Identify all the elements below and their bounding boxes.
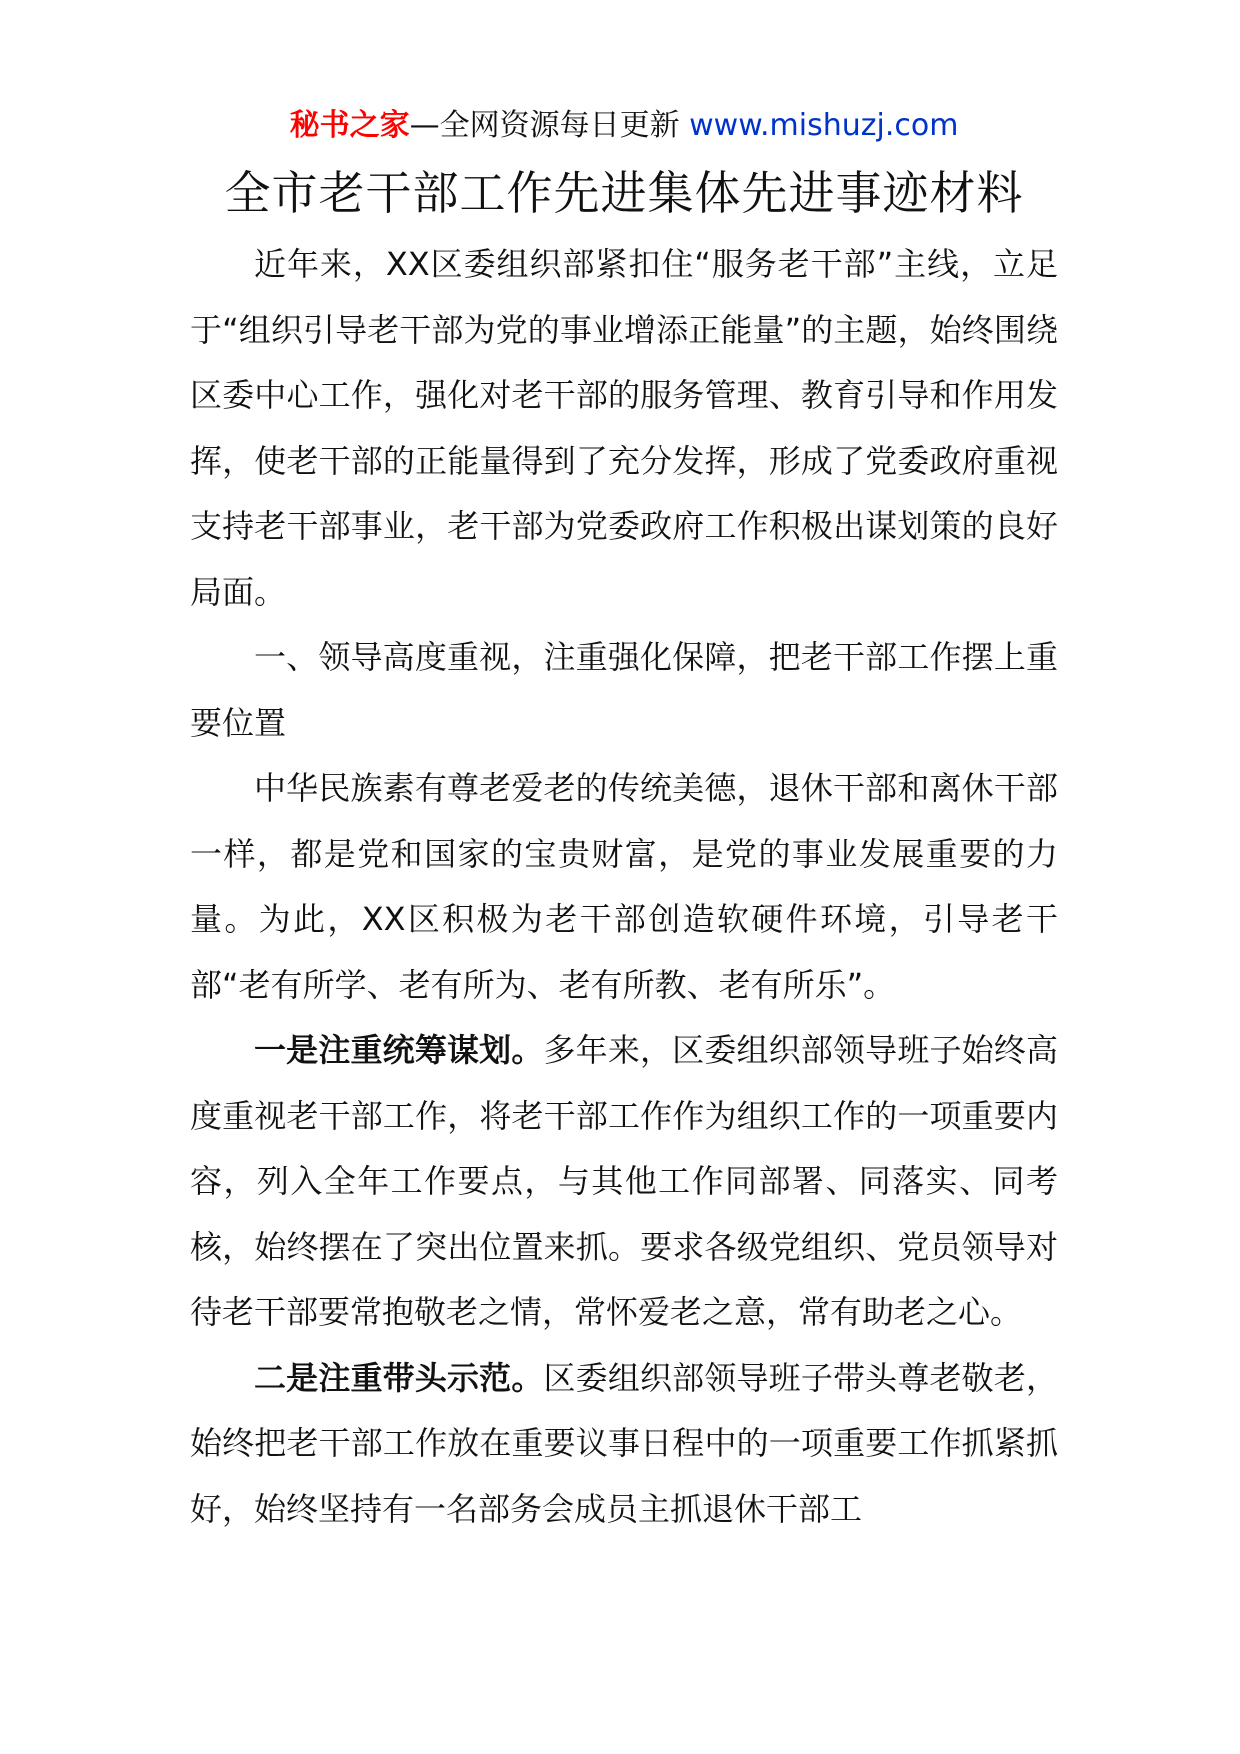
- document-page: [190, 96, 1058, 1542]
- paragraph-text: 近年来，XX区委组织部紧扣住“服务老干部”主线，立足于“组织引导老干部为党的事业增添正能量”的主题，始终围绕区委中心工作，强化对老干部的服务管理、教育引导和作用发挥，使老干部的正能量得到了充分发挥，形成了党委政府重视支持老干部事业，老干部为党委政府工作积极出谋划策的良好局面。: [190, 245, 1058, 611]
- paragraph-lead: 二是注重带头示范。: [254, 1358, 544, 1397]
- document-title: 全市老干部工作先进集体先进事迹材料: [224, 166, 1024, 220]
- paragraph-text: 一、领导高度重视，注重强化保障，把老干部工作摆上重要位置: [190, 638, 1058, 742]
- paragraph-lead: 一是注重统筹谋划。: [254, 1031, 544, 1069]
- document-body: [190, 232, 1058, 1542]
- site-slogan: —全网资源每日更新: [409, 108, 690, 143]
- paragraph-planning: [190, 1018, 1058, 1346]
- paragraph-text: 多年来，区委组织部领导班子始终高度重视老干部工作，将老干部工作作为组织工作的一项重要内容，列入全年工作要点，与其他工作同部署、同落实、同考核，始终摆在了突出位置来抓。要求各级党组织、党员领导对待老干部要常抱敬老之情，常怀爱老之意，常有助老之心。: [190, 1031, 1058, 1331]
- paragraph-tradition: [190, 756, 1058, 1018]
- site-name: 秘书之家: [289, 108, 410, 143]
- site-header: [190, 96, 1058, 156]
- section-heading-1: [190, 625, 1058, 756]
- paragraph-text: 中华民族素有尊老爱老的传统美德，退休干部和离休干部一样，都是党和国家的宝贵财富，是党的事业发展重要的力量。为此，XX区积极为老干部创造软硬件环境，引导老干部“老有所学、老有所为、老有所教、老有所乐”。: [190, 769, 1058, 1004]
- paragraph-example: [190, 1346, 1058, 1543]
- paragraph-intro: [190, 232, 1058, 625]
- paragraph-text: 区委组织部领导班子带头尊老敬老，始终把老干部工作放在重要议事日程中的一项重要工作抓紧抓好，始终坚持有一名部务会成员主抓退休干部工: [190, 1358, 1058, 1528]
- site-url[interactable]: www.mishuzj.com: [689, 108, 959, 143]
